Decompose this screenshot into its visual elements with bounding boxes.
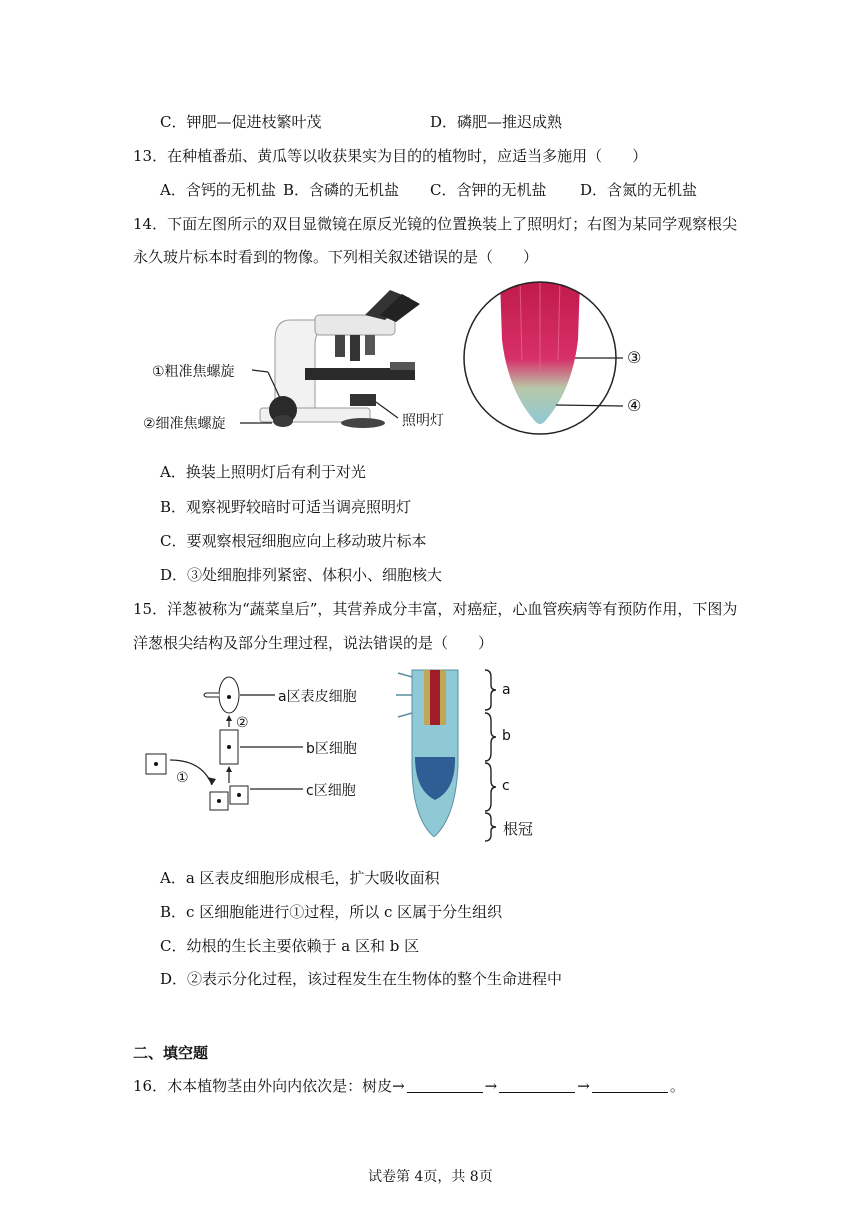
q16-line xyxy=(133,1075,685,1096)
q16-blank-2[interactable] xyxy=(499,1078,575,1093)
q13-option-a: A．含钙的无机盐 xyxy=(160,181,276,199)
label-root-cap: 根冠 xyxy=(503,820,534,838)
q15-option-b: B．c 区细胞能进行①过程，所以 c 区属于分生组织 xyxy=(160,903,503,921)
q13-option-d: D．含氮的无机盐 xyxy=(580,181,698,199)
coarse-leader xyxy=(252,370,268,372)
fine-knob xyxy=(273,415,293,427)
label-3: ③ xyxy=(627,348,642,367)
section-title: 二、填空题 xyxy=(133,1044,209,1062)
q14-option-d: D．③处细胞排列紧密、体积小、细胞核大 xyxy=(160,566,443,584)
objective-1 xyxy=(335,335,345,357)
q14-stem-line2: 永久玻片标本时看到的物像。下列相关叙述错误的是（ ） xyxy=(133,248,539,266)
page-footer: 试卷第 4页，共 8页 xyxy=(368,1169,493,1185)
q14-option-b: B．观察视野较暗时可适当调亮照明灯 xyxy=(160,498,412,516)
label-process-2: ② xyxy=(236,715,249,731)
q12-option-d: D．磷肥—推迟成熟 xyxy=(430,113,563,131)
objective-2 xyxy=(350,335,360,361)
q14-option-c: C．要观察根冠细胞应向上移动玻片标本 xyxy=(160,532,427,550)
q15-option-a: A．a 区表皮细胞形成根毛，扩大吸收面积 xyxy=(160,869,440,887)
q15-option-c: C．幼根的生长主要依赖于 a 区和 b 区 xyxy=(160,937,420,955)
q16-arrow-1: → xyxy=(484,1077,498,1095)
label-zone-b: b xyxy=(502,728,511,744)
label-a-cell: a区表皮细胞 xyxy=(278,689,357,705)
q15-option-d: D．②表示分化过程，该过程发生在生物体的整个生命进程中 xyxy=(160,970,563,988)
label-fine-focus: ②细准焦螺旋 xyxy=(143,416,226,432)
label-zone-a: a xyxy=(502,682,511,698)
label-4: ④ xyxy=(627,396,642,415)
q14-stem-line1: 14．下面左图所示的双目显微镜在原反光镜的位置换装上了照明灯；右图为某同学观察根尖 xyxy=(133,215,738,233)
label-coarse-focus: ①粗准焦螺旋 xyxy=(152,364,235,380)
q16-prefix: 16．木本植物茎由外向内依次是：树皮→ xyxy=(133,1077,405,1095)
q16-end: 。 xyxy=(669,1077,685,1095)
lamp-base xyxy=(341,418,385,428)
q14-option-a: A．换装上照明灯后有利于对光 xyxy=(160,463,366,481)
label-lamp: 照明灯 xyxy=(402,413,444,429)
objective-3 xyxy=(365,335,375,355)
stage-clip xyxy=(390,362,415,370)
q16-blank-3[interactable] xyxy=(592,1078,668,1093)
q16-arrow-2: → xyxy=(577,1077,590,1095)
label-c-cell: c区细胞 xyxy=(306,783,356,799)
label-process-1: ① xyxy=(176,770,189,786)
lamp-leader xyxy=(376,402,398,418)
q15-stem-line1: 15．洋葱被称为“蔬菜皇后”，其营养成分丰富，对癌症，心血管疾病等有预防作用，下图为 xyxy=(133,600,738,618)
q15-stem-line2: 洋葱根尖结构及部分生理过程，说法错误的是（ ） xyxy=(133,634,494,652)
label-b-cell: b区细胞 xyxy=(306,741,357,757)
q16-blank-1[interactable] xyxy=(407,1078,483,1093)
q12-option-c: C．钾肥—促进枝繁叶茂 xyxy=(160,113,322,131)
q13-stem: 13．在种植番茄、黄瓜等以收获果实为目的的植物时，应适当多施用（ ） xyxy=(133,147,648,165)
label-zone-c: c xyxy=(502,778,510,794)
q13-option-c: C．含钾的无机盐 xyxy=(430,181,547,199)
q13-option-b: B．含磷的无机盐 xyxy=(283,181,400,199)
lamp xyxy=(350,394,376,406)
